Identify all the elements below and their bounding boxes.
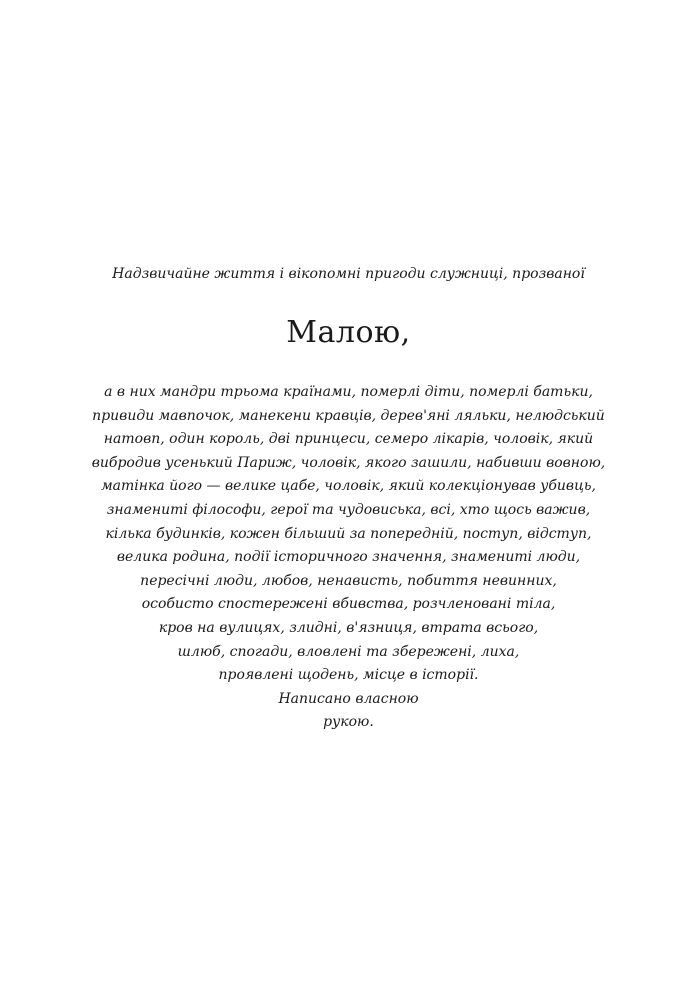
subtitle: Надзвичайне життя і вікопомні пригоди служниці, прозваної (112, 266, 585, 282)
text-line: шлюб, спогади, вловлені та збережені, лиха, (177, 643, 520, 660)
text-line: а в них мандри трьома країнами, померлі діти, померлі батьки, (104, 384, 593, 400)
text-line: кілька будинків, кожен більший за попередній, поступ, відступ, (105, 525, 592, 542)
text-line: привиди мавпочок, манекени кравців, дерев'яні ляльки, нелюдський (92, 407, 605, 424)
text-line: знамениті філософи, герої та чудовиська, всі, хто щось важив, (106, 501, 591, 518)
text-line: пересічні люди, любов, ненависть, побиття невинних, (140, 572, 557, 589)
text-line: велика родина, події історичного значення, знамениті люди, (116, 549, 581, 566)
text-line: натовп, один король, дві принцеси, семеро лікарів, чоловік, який (103, 431, 594, 448)
text-line: рукою. (323, 714, 374, 731)
text-line: особисто спостережені вбивства, розчленовані тіла, (141, 596, 556, 613)
text-line: проявлені щодень, місце в історії. (218, 667, 479, 684)
text-line: вибродив усенький Париж, чоловік, якого зашили, набивши вовною, (91, 454, 606, 471)
text-line: Написано власною (278, 690, 419, 707)
body-text (0, 381, 697, 735)
text-line: кров на вулицях, злидні, в'язниця, втрата всього, (158, 619, 539, 636)
text-line: матінка його — велике цабе, чоловік, який колекціонував убивць, (101, 478, 596, 495)
page-title: Малою, (286, 315, 411, 350)
